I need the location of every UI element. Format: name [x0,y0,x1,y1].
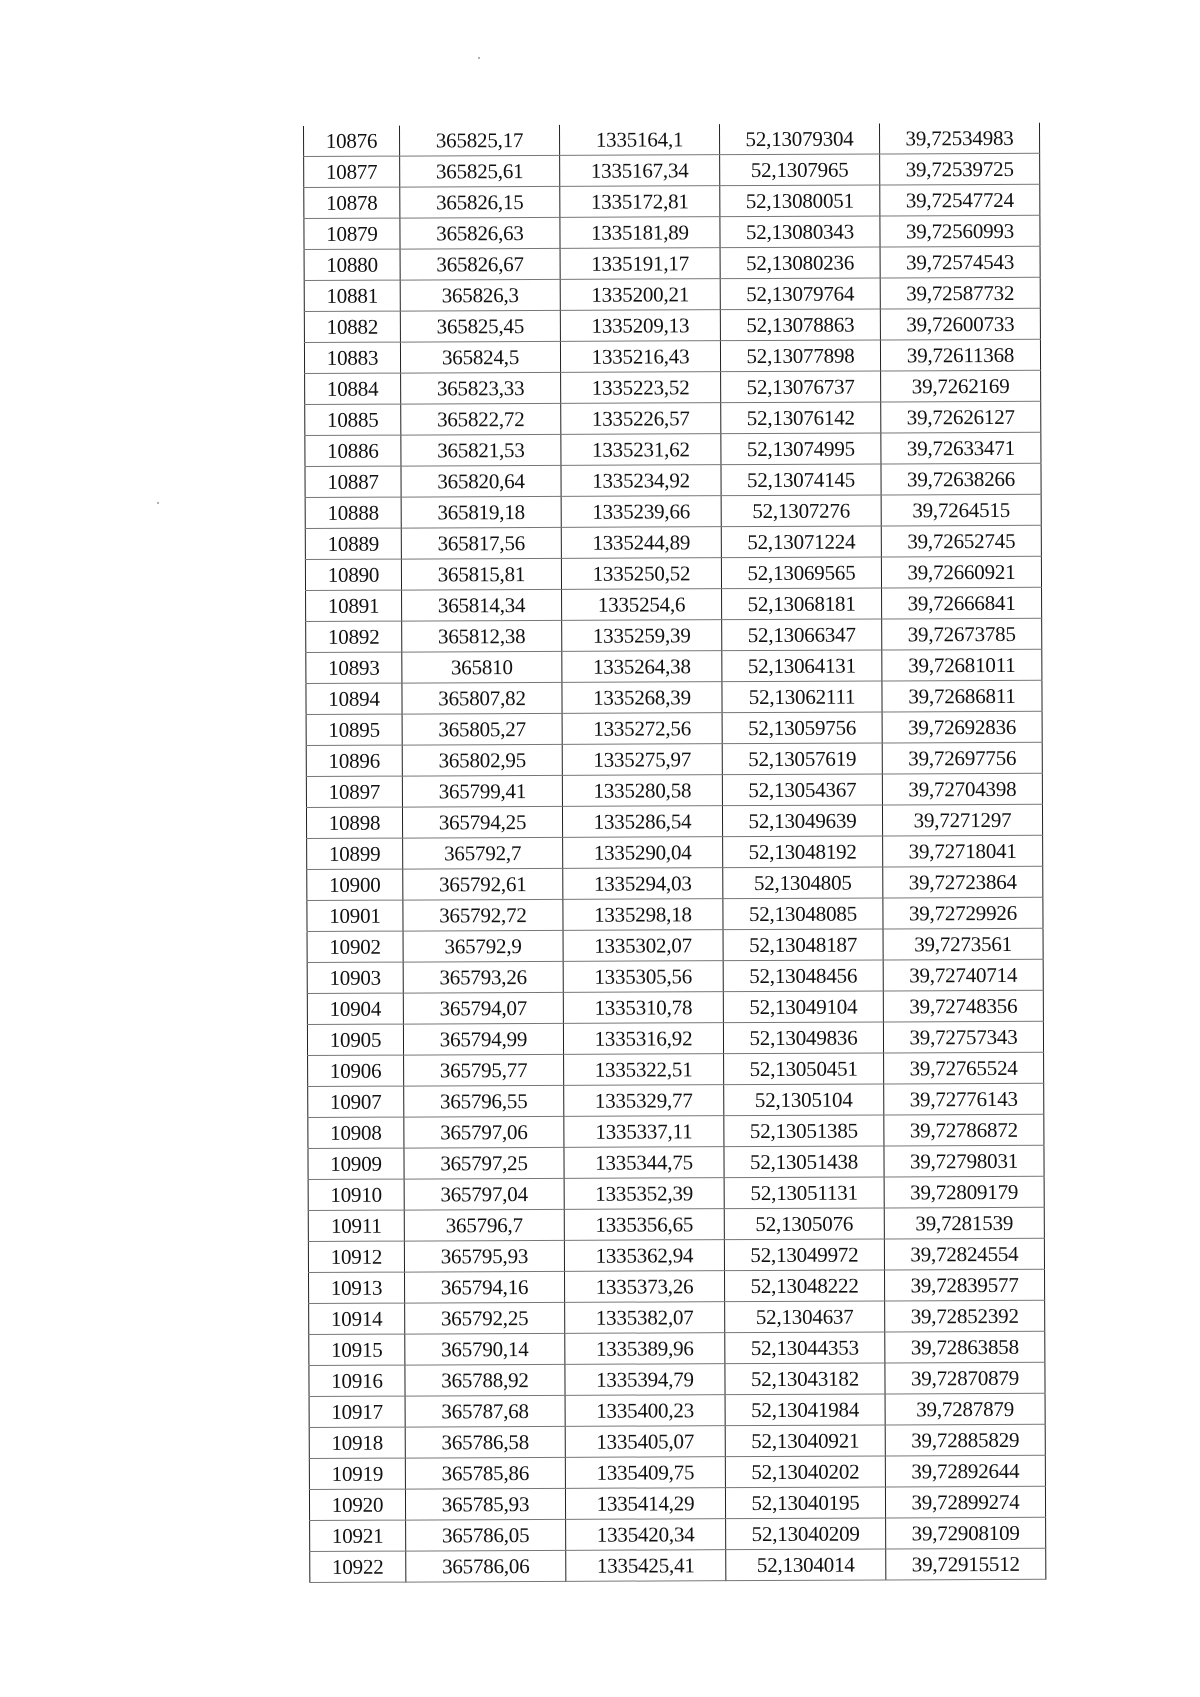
longitude-cell: 39,72534983 [879,123,1039,154]
table-row [306,742,1042,776]
y-coordinate-cell: 1335329,77 [564,1085,724,1117]
y-coordinate-cell: 1335239,66 [561,496,721,528]
y-coordinate-cell: 1335259,39 [562,620,722,652]
table-row [304,184,1040,218]
point-number-cell: 10904 [307,993,403,1024]
y-coordinate-cell: 1335167,34 [560,155,720,187]
y-coordinate-cell: 1335223,52 [561,372,721,404]
point-number-cell: 10899 [307,838,403,869]
point-number-cell: 10906 [308,1055,404,1086]
point-number-cell: 10882 [304,311,400,342]
longitude-cell: 39,72704398 [882,773,1042,805]
y-coordinate-cell: 1335316,92 [563,1023,723,1055]
y-coordinate-cell: 1335420,34 [566,1519,726,1551]
longitude-cell: 39,72892644 [885,1455,1045,1487]
latitude-cell: 52,13057619 [722,743,882,775]
latitude-cell: 52,13050451 [724,1053,884,1085]
longitude-cell: 39,72638266 [881,463,1041,495]
point-number-cell: 10897 [306,776,402,807]
point-number-cell: 10907 [308,1086,404,1117]
x-coordinate-cell: 365820,64 [401,465,561,497]
point-number-cell: 10908 [308,1117,404,1148]
point-number-cell: 10901 [307,900,403,931]
point-number-cell: 10886 [305,435,401,466]
longitude-cell: 39,72899274 [885,1486,1045,1518]
x-coordinate-cell: 365793,26 [403,961,563,993]
x-coordinate-cell: 365794,16 [405,1271,565,1303]
x-coordinate-cell: 365796,7 [404,1209,564,1241]
latitude-cell: 52,13040195 [725,1487,885,1519]
y-coordinate-cell: 1335337,11 [564,1116,724,1148]
table-row [309,1455,1045,1489]
latitude-cell: 52,13048085 [723,898,883,930]
y-coordinate-cell: 1335264,38 [562,651,722,683]
point-number-cell: 10876 [304,126,400,157]
point-number-cell: 10889 [305,528,401,559]
longitude-cell: 39,72798031 [884,1145,1044,1177]
longitude-cell: 39,72626127 [881,401,1041,433]
table-row [306,680,1042,714]
latitude-cell: 52,13051385 [724,1115,884,1147]
table-row [308,1238,1044,1272]
y-coordinate-cell: 1335234,92 [561,465,721,497]
longitude-cell: 39,72776143 [884,1083,1044,1115]
point-number-cell: 10910 [308,1179,404,1210]
point-number-cell: 10902 [307,931,403,962]
latitude-cell: 52,13049836 [723,1022,883,1054]
x-coordinate-cell: 365792,25 [405,1302,565,1334]
longitude-cell: 39,72633471 [881,432,1041,464]
table-row [304,308,1040,342]
latitude-cell: 52,13049972 [724,1239,884,1271]
latitude-cell: 52,1304014 [726,1549,886,1581]
y-coordinate-cell: 1335298,18 [563,899,723,931]
y-coordinate-cell: 1335373,26 [565,1271,725,1303]
table-row [309,1393,1045,1427]
x-coordinate-cell: 365810 [402,651,562,683]
table-row [306,649,1042,683]
latitude-cell: 52,13076142 [721,402,881,434]
point-number-cell: 10892 [306,621,402,652]
latitude-cell: 52,13079304 [719,123,879,154]
x-coordinate-cell: 365794,99 [403,1023,563,1055]
point-number-cell: 10878 [304,187,400,218]
latitude-cell: 52,13048222 [724,1270,884,1302]
latitude-cell: 52,13080051 [720,185,880,217]
latitude-cell: 52,13048192 [723,836,883,868]
x-coordinate-cell: 365815,81 [401,558,561,590]
point-number-cell: 10918 [309,1427,405,1458]
x-coordinate-cell: 365792,72 [403,899,563,931]
y-coordinate-cell: 1335250,52 [561,558,721,590]
x-coordinate-cell: 365792,9 [403,930,563,962]
x-coordinate-cell: 365790,14 [405,1333,565,1365]
table-row [308,1207,1044,1241]
table-row [308,1176,1044,1210]
point-number-cell: 10919 [309,1458,405,1489]
table-row [309,1424,1045,1458]
coordinates-table [303,123,1046,1583]
longitude-cell: 39,72718041 [883,835,1043,867]
latitude-cell: 52,13051131 [724,1177,884,1209]
y-coordinate-cell: 1335275,97 [562,744,722,776]
table-row [308,1145,1044,1179]
y-coordinate-cell: 1335231,62 [561,434,721,466]
longitude-cell: 39,72574543 [880,246,1040,278]
y-coordinate-cell: 1335414,29 [565,1488,725,1520]
longitude-cell: 39,72723864 [883,866,1043,898]
table-row [307,1021,1043,1055]
y-coordinate-cell: 1335389,96 [565,1333,725,1365]
x-coordinate-cell: 365785,86 [405,1457,565,1489]
longitude-cell: 39,72786872 [884,1114,1044,1146]
longitude-cell: 39,72660921 [881,556,1041,588]
x-coordinate-cell: 365799,41 [402,775,562,807]
x-coordinate-cell: 365797,25 [404,1147,564,1179]
x-coordinate-cell: 365819,18 [401,496,561,528]
point-number-cell: 10896 [306,745,402,776]
y-coordinate-cell: 1335254,6 [562,589,722,621]
point-number-cell: 10900 [307,869,403,900]
scan-speck [478,57,480,59]
y-coordinate-cell: 1335268,39 [562,682,722,714]
y-coordinate-cell: 1335305,56 [563,961,723,993]
y-coordinate-cell: 1335216,43 [560,341,720,373]
longitude-cell: 39,72692836 [882,711,1042,743]
x-coordinate-cell: 365823,33 [401,372,561,404]
table-row [307,990,1043,1024]
y-coordinate-cell: 1335200,21 [560,279,720,311]
table-row [305,525,1041,559]
x-coordinate-cell: 365807,82 [402,682,562,714]
x-coordinate-cell: 365792,7 [403,837,563,869]
latitude-cell: 52,13071224 [721,526,881,558]
latitude-cell: 52,13044353 [725,1332,885,1364]
table-row [306,711,1042,745]
latitude-cell: 52,13054367 [722,774,882,806]
point-number-cell: 10887 [305,466,401,497]
table-row [307,835,1043,869]
point-number-cell: 10890 [305,559,401,590]
table-row [309,1486,1045,1520]
longitude-cell: 39,72915512 [886,1548,1046,1580]
y-coordinate-cell: 1335400,23 [565,1395,725,1427]
latitude-cell: 52,1307965 [720,154,880,186]
y-coordinate-cell: 1335322,51 [564,1054,724,1086]
table-row [305,463,1041,497]
latitude-cell: 52,13051438 [724,1146,884,1178]
y-coordinate-cell: 1335290,04 [563,837,723,869]
table-row [307,897,1043,931]
x-coordinate-cell: 365794,25 [402,806,562,838]
longitude-cell: 39,7262169 [881,370,1041,402]
x-coordinate-cell: 365821,53 [401,434,561,466]
longitude-cell: 39,7264515 [881,494,1041,526]
latitude-cell: 52,1307276 [721,495,881,527]
table-row [304,123,1040,157]
table-row [305,556,1041,590]
y-coordinate-cell: 1335226,57 [561,403,721,435]
point-number-cell: 10913 [309,1272,405,1303]
point-number-cell: 10881 [304,280,400,311]
longitude-cell: 39,72547724 [880,184,1040,216]
longitude-cell: 39,72686811 [882,680,1042,712]
y-coordinate-cell: 1335209,13 [560,310,720,342]
latitude-cell: 52,1304805 [723,867,883,899]
longitude-cell: 39,72824554 [884,1238,1044,1270]
point-number-cell: 10921 [310,1520,406,1551]
point-number-cell: 10884 [305,373,401,404]
table-row [304,246,1040,280]
point-number-cell: 10911 [308,1210,404,1241]
longitude-cell: 39,7281539 [884,1207,1044,1239]
point-number-cell: 10877 [304,156,400,187]
table-row [306,773,1042,807]
longitude-cell: 39,72729926 [883,897,1043,929]
table-row [305,494,1041,528]
longitude-cell: 39,72870879 [885,1362,1045,1394]
x-coordinate-cell: 365795,93 [404,1240,564,1272]
x-coordinate-cell: 365825,61 [400,155,560,187]
x-coordinate-cell: 365792,61 [403,868,563,900]
longitude-cell: 39,72666841 [882,587,1042,619]
point-number-cell: 10895 [306,714,402,745]
point-number-cell: 10912 [308,1241,404,1272]
longitude-cell: 39,72748356 [883,990,1043,1022]
latitude-cell: 52,13078863 [720,309,880,341]
x-coordinate-cell: 365787,68 [405,1395,565,1427]
y-coordinate-cell: 1335382,07 [565,1302,725,1334]
latitude-cell: 52,13066347 [722,619,882,651]
table-row [308,1083,1044,1117]
table-row [304,339,1040,373]
x-coordinate-cell: 365796,55 [404,1085,564,1117]
longitude-cell: 39,72600733 [880,308,1040,340]
point-number-cell: 10905 [307,1024,403,1055]
longitude-cell: 39,7271297 [882,804,1042,836]
longitude-cell: 39,72697756 [882,742,1042,774]
latitude-cell: 52,1305104 [724,1084,884,1116]
x-coordinate-cell: 365814,34 [402,589,562,621]
y-coordinate-cell: 1335394,79 [565,1364,725,1396]
table-row [309,1269,1045,1303]
latitude-cell: 52,13048187 [723,929,883,961]
latitude-cell: 52,13040209 [726,1518,886,1550]
latitude-cell: 52,13079764 [720,278,880,310]
table-row [308,1052,1044,1086]
x-coordinate-cell: 365797,04 [404,1178,564,1210]
point-number-cell: 10903 [307,962,403,993]
latitude-cell: 52,13062111 [722,681,882,713]
latitude-cell: 52,1305076 [724,1208,884,1240]
longitude-cell: 39,72611368 [880,339,1040,371]
latitude-cell: 52,13074995 [721,433,881,465]
x-coordinate-cell: 365802,95 [402,744,562,776]
table-row [310,1517,1046,1551]
point-number-cell: 10879 [304,218,400,249]
point-number-cell: 10885 [305,404,401,435]
latitude-cell: 52,13068181 [722,588,882,620]
longitude-cell: 39,72539725 [880,153,1040,185]
x-coordinate-cell: 365786,05 [406,1519,566,1551]
y-coordinate-cell: 1335344,75 [564,1147,724,1179]
table-row [305,370,1041,404]
y-coordinate-cell: 1335286,54 [562,806,722,838]
point-number-cell: 10893 [306,652,402,683]
y-coordinate-cell: 1335272,56 [562,713,722,745]
y-coordinate-cell: 1335362,94 [564,1240,724,1272]
y-coordinate-cell: 1335172,81 [560,186,720,218]
point-number-cell: 10883 [304,342,400,373]
point-number-cell: 10917 [309,1396,405,1427]
longitude-cell: 39,72587732 [880,277,1040,309]
longitude-cell: 39,72809179 [884,1176,1044,1208]
y-coordinate-cell: 1335191,17 [560,248,720,280]
point-number-cell: 10888 [305,497,401,528]
latitude-cell: 52,13043182 [725,1363,885,1395]
longitude-cell: 39,72765524 [884,1052,1044,1084]
longitude-cell: 39,72681011 [882,649,1042,681]
x-coordinate-cell: 365797,06 [404,1116,564,1148]
latitude-cell: 52,13076737 [721,371,881,403]
x-coordinate-cell: 365785,93 [405,1488,565,1520]
point-number-cell: 10880 [304,249,400,280]
table-body [304,123,1046,1583]
point-number-cell: 10914 [309,1303,405,1334]
latitude-cell: 52,13059756 [722,712,882,744]
x-coordinate-cell: 365826,3 [400,279,560,311]
longitude-cell: 39,72852392 [885,1300,1045,1332]
point-number-cell: 10909 [308,1148,404,1179]
y-coordinate-cell: 1335280,58 [562,775,722,807]
latitude-cell: 52,13080343 [720,216,880,248]
x-coordinate-cell: 365812,38 [402,620,562,652]
longitude-cell: 39,72560993 [880,215,1040,247]
latitude-cell: 52,1304637 [725,1301,885,1333]
latitude-cell: 52,13048456 [723,960,883,992]
scan-speck [157,502,159,504]
table-row [309,1362,1045,1396]
y-coordinate-cell: 1335310,78 [563,992,723,1024]
table-row [305,401,1041,435]
point-number-cell: 10920 [309,1489,405,1520]
latitude-cell: 52,13040921 [725,1425,885,1457]
table-row [307,959,1043,993]
y-coordinate-cell: 1335405,07 [565,1426,725,1458]
latitude-cell: 52,13064131 [722,650,882,682]
x-coordinate-cell: 365794,07 [403,992,563,1024]
point-number-cell: 10898 [306,807,402,838]
longitude-cell: 39,7273561 [883,928,1043,960]
y-coordinate-cell: 1335356,65 [564,1209,724,1241]
longitude-cell: 39,72839577 [884,1269,1044,1301]
y-coordinate-cell: 1335302,07 [563,930,723,962]
table-row [309,1331,1045,1365]
latitude-cell: 52,13040202 [725,1456,885,1488]
y-coordinate-cell: 1335425,41 [566,1550,726,1582]
x-coordinate-cell: 365825,17 [399,125,559,156]
x-coordinate-cell: 365795,77 [404,1054,564,1086]
table-row [307,928,1043,962]
latitude-cell: 52,13074145 [721,464,881,496]
longitude-cell: 39,72673785 [882,618,1042,650]
table-row [306,587,1042,621]
longitude-cell: 39,72757343 [883,1021,1043,1053]
longitude-cell: 39,72863858 [885,1331,1045,1363]
table-row [304,153,1040,187]
x-coordinate-cell: 365825,45 [400,310,560,342]
y-coordinate-cell: 1335181,89 [560,217,720,249]
latitude-cell: 52,13080236 [720,247,880,279]
table-row [307,866,1043,900]
y-coordinate-cell: 1335294,03 [563,868,723,900]
latitude-cell: 52,13077898 [720,340,880,372]
y-coordinate-cell: 1335409,75 [565,1457,725,1489]
y-coordinate-cell: 1335352,39 [564,1178,724,1210]
latitude-cell: 52,13049639 [722,805,882,837]
latitude-cell: 52,13049104 [723,991,883,1023]
point-number-cell: 10894 [306,683,402,714]
table-row [308,1114,1044,1148]
x-coordinate-cell: 365786,06 [406,1550,566,1582]
x-coordinate-cell: 365822,72 [401,403,561,435]
table-row [305,432,1041,466]
y-coordinate-cell: 1335244,89 [561,527,721,559]
longitude-cell: 39,72740714 [883,959,1043,991]
table-row [304,215,1040,249]
x-coordinate-cell: 365824,5 [400,341,560,373]
x-coordinate-cell: 365805,27 [402,713,562,745]
x-coordinate-cell: 365826,63 [400,217,560,249]
table-row [306,804,1042,838]
x-coordinate-cell: 365786,58 [405,1426,565,1458]
table-row [304,277,1040,311]
longitude-cell: 39,72652745 [881,525,1041,557]
x-coordinate-cell: 365817,56 [401,527,561,559]
longitude-cell: 39,7287879 [885,1393,1045,1425]
longitude-cell: 39,72908109 [886,1517,1046,1549]
x-coordinate-cell: 365826,67 [400,248,560,280]
table-row [310,1548,1046,1582]
table-row [309,1300,1045,1334]
table-row [306,618,1042,652]
point-number-cell: 10891 [306,590,402,621]
point-number-cell: 10915 [309,1334,405,1365]
latitude-cell: 52,13069565 [721,557,881,589]
longitude-cell: 39,72885829 [885,1424,1045,1456]
point-number-cell: 10922 [310,1551,406,1582]
x-coordinate-cell: 365788,92 [405,1364,565,1396]
x-coordinate-cell: 365826,15 [400,186,560,218]
latitude-cell: 52,13041984 [725,1394,885,1426]
point-number-cell: 10916 [309,1365,405,1396]
y-coordinate-cell: 1335164,1 [559,124,719,155]
